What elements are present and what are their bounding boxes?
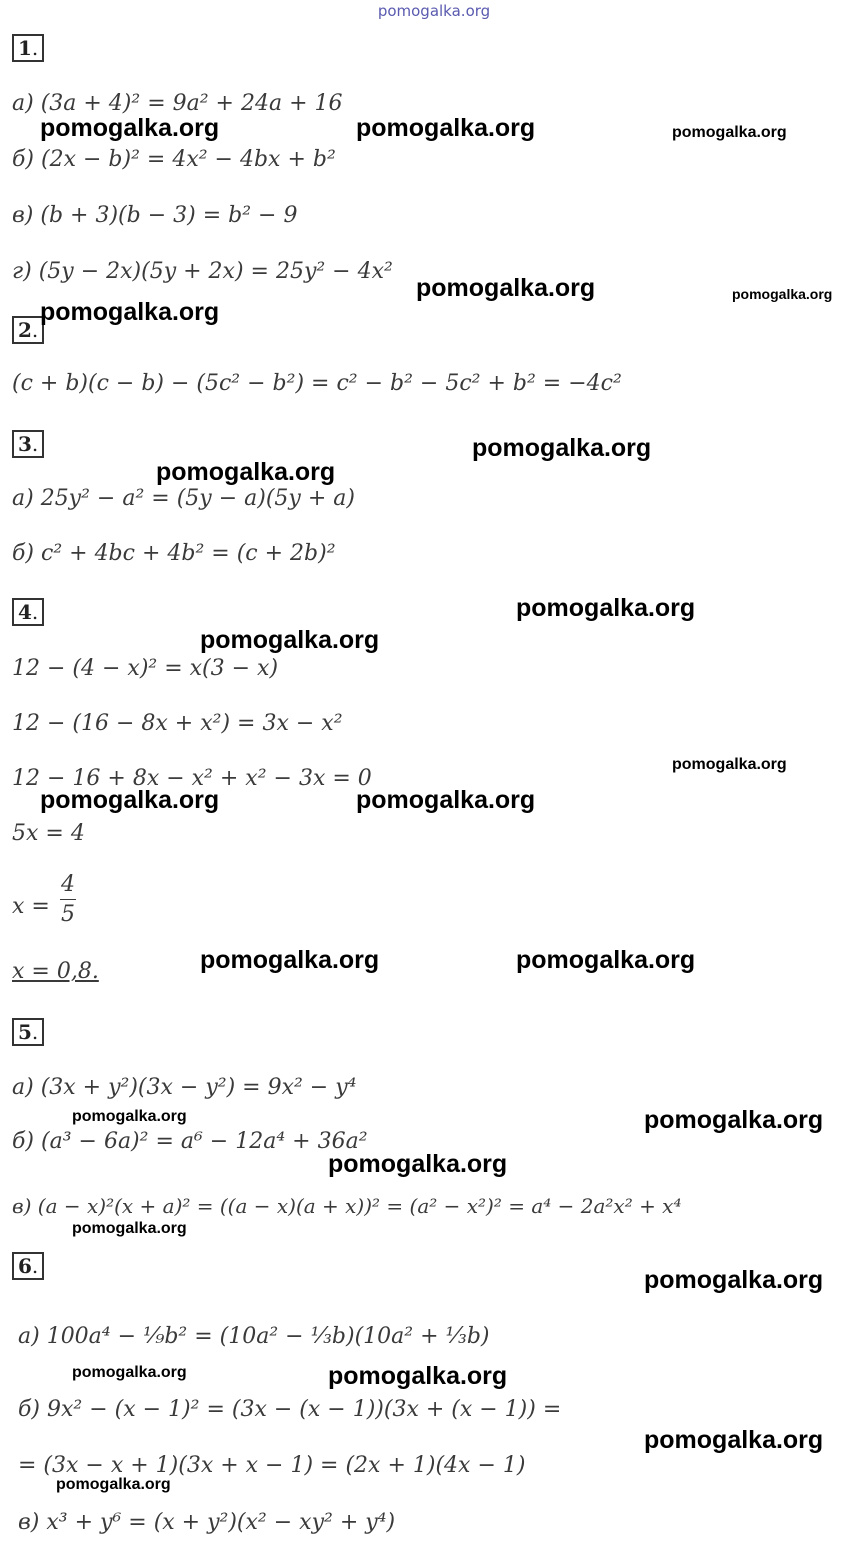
task4-line-4: 5x = 4	[12, 821, 85, 846]
watermark: pomogalka.org	[40, 786, 220, 814]
watermark: pomogalka.org	[72, 1220, 187, 1237]
task4-fraction	[60, 872, 76, 927]
task1-line-c: в) (b + 3)(b − 3) = b² − 9	[12, 203, 298, 228]
task5-line-c: в) (a − x)²(x + a)² = ((a − x)(a + x))² = (a² − x²)² = a⁴ − 2a²x² + x⁴	[12, 1194, 682, 1218]
watermark: pomogalka.org	[644, 1266, 824, 1294]
watermark: pomogalka.org	[672, 124, 787, 141]
watermark: pomogalka.org	[644, 1106, 824, 1134]
task1-line-b: б) (2x − b)² = 4x² − 4bx + b²	[12, 147, 336, 172]
task3-line-b: б) c² + 4bc + 4b² = (c + 2b)²	[12, 541, 336, 566]
task6-line-d: в) x³ + y⁶ = (x + y²)(x² − xy² + y⁴)	[18, 1510, 396, 1535]
task-number-6: 6.	[12, 1252, 44, 1280]
fraction-denominator: 5	[61, 902, 75, 927]
watermark: pomogalka.org	[72, 1108, 187, 1125]
task5-line-b: б) (a³ − 6a)² = a⁶ − 12a⁴ + 36a²	[12, 1129, 368, 1154]
watermark: pomogalka.org	[644, 1426, 824, 1454]
task4-frac-lhs: x =	[12, 894, 50, 919]
watermark: pomogalka.org	[72, 1364, 187, 1381]
fraction-numerator: 4	[61, 872, 75, 897]
task-number-1: 1.	[12, 34, 44, 62]
watermark: pomogalka.org	[40, 298, 220, 326]
watermark: pomogalka.org	[516, 946, 696, 974]
task4-line-2: 12 − (16 − 8x + x²) = 3x − x²	[12, 711, 343, 736]
watermark: pomogalka.org	[516, 594, 696, 622]
watermark: pomogalka.org	[156, 458, 336, 486]
task5-line-a: а) (3x + y²)(3x − y²) = 9x² − y⁴	[12, 1075, 357, 1100]
task4-line-3: 12 − 16 + 8x − x² + x² − 3x = 0	[12, 766, 372, 791]
task6-line-b: б) 9x² − (x − 1)² = (3x − (x − 1))(3x + (x − 1)) =	[18, 1397, 562, 1422]
watermark: pomogalka.org	[732, 286, 833, 302]
watermark: pomogalka.org	[40, 114, 220, 142]
watermark: pomogalka.org	[416, 274, 596, 302]
task2-line: (c + b)(c − b) − (5c² − b²) = c² − b² − 5c² + b² = −4c²	[12, 371, 622, 396]
task-number-3: 3.	[12, 430, 44, 458]
task-number-5: 5.	[12, 1018, 44, 1046]
watermark: pomogalka.org	[56, 1476, 171, 1493]
task-number-2: 2.	[12, 316, 44, 344]
watermark: pomogalka.org	[328, 1150, 508, 1178]
task6-line-c: = (3x − x + 1)(3x + x − 1) = (2x + 1)(4x − 1)	[18, 1453, 526, 1478]
site-header[interactable]: pomogalka.org	[377, 2, 491, 20]
task1-line-a: а) (3a + 4)² = 9a² + 24a + 16	[12, 91, 343, 116]
watermark: pomogalka.org	[200, 626, 380, 654]
watermark: pomogalka.org	[200, 946, 380, 974]
watermark: pomogalka.org	[356, 786, 536, 814]
watermark: pomogalka.org	[672, 756, 787, 773]
task3-line-a: а) 25y² − a² = (5y − a)(5y + a)	[12, 486, 355, 511]
fraction-bar	[60, 899, 76, 900]
task4-answer: x = 0,8.	[12, 959, 99, 984]
task1-line-d: г) (5y − 2x)(5y + 2x) = 25y² − 4x²	[12, 259, 393, 284]
watermark: pomogalka.org	[328, 1362, 508, 1390]
task-number-4: 4.	[12, 598, 44, 626]
task4-line-1: 12 − (4 − x)² = x(3 − x)	[12, 656, 279, 681]
watermark: pomogalka.org	[356, 114, 536, 142]
task6-line-a: а) 100a⁴ − ¹⁄₉b² = (10a² − ¹⁄₃b)(10a² + ¹⁄₃b)	[18, 1324, 490, 1349]
watermark: pomogalka.org	[472, 434, 652, 462]
